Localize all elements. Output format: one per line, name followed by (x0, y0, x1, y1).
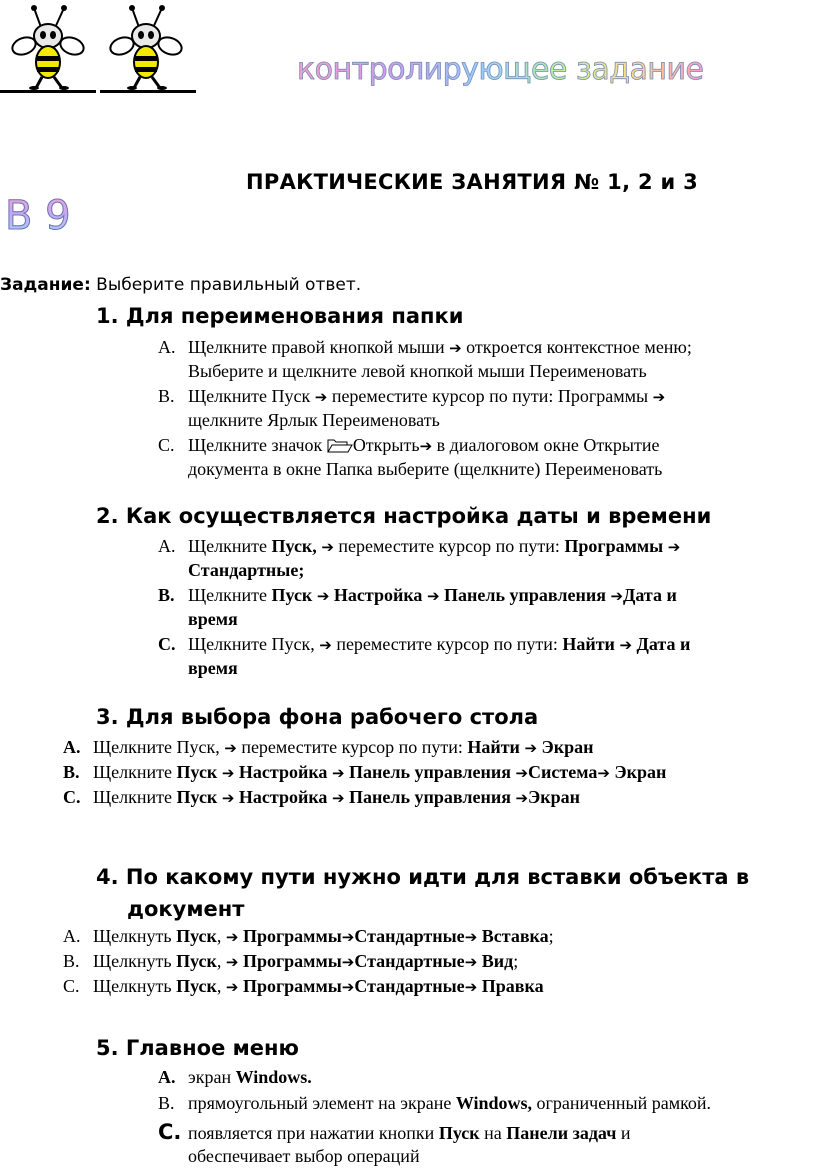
option-b: B. Щелкните Пуск ➔ переместите курсор по пути: Программы ➔ (158, 386, 666, 406)
arrow-right-icon: ➔ (515, 789, 529, 807)
option-c: C. Щелкните значок Открыть➔ в диалоговом окне Открытие (158, 435, 660, 455)
option-c: C. появляется при нажатии кнопки Пуск на Панели задач и (158, 1120, 631, 1144)
question-number: 1. (96, 304, 119, 328)
wordart-heading: контролирующее задание (297, 52, 704, 87)
question-2-heading (96, 504, 711, 528)
question-5-heading (96, 1036, 299, 1060)
question-text: Главное меню (125, 1036, 299, 1060)
bee-icon (104, 2, 194, 92)
question-4-options (63, 925, 813, 999)
task-label: Задание: (0, 275, 91, 295)
question-3-options (63, 736, 813, 810)
question-1-options: A. Щелкните правой кнопкой мыши ➔ откроется контекстное меню; Выберите и щелкните левой кнопкой мыши Переименовать B. Щелкните Пуск ➔ переместите курсор по пути: Программы ➔ щелкните Ярлык Переименовать C. Щелкните значок Открыть➔ в диалоговом окне Открытие документа в окне Папка выберите (щелкните) Переименовать (158, 336, 808, 481)
arrow-right-icon: ➔ (321, 538, 334, 556)
arrow-right-icon: ➔ (225, 978, 239, 996)
question-number: 4. (96, 865, 119, 889)
question-text: Для выбора фона рабочего стола (125, 705, 539, 729)
question-number: 3. (96, 705, 119, 729)
arrow-right-icon: ➔ (319, 636, 332, 654)
arrow-right-icon: ➔ (314, 388, 328, 406)
option-a: A. Щелкнуть Пуск, ➔ Программы➔Стандартные➔ Вставка; (63, 926, 554, 946)
header-underline (100, 90, 196, 93)
question-5-options: A. экран Windows. B. прямоугольный элемент на экране Windows, ограниченный рамкой. C. появляется при нажатии кнопки Пуск на Панели задач и обеспечивает выбор операций (158, 1066, 808, 1168)
question-text: Как осуществляется настройка даты и времени (125, 504, 712, 528)
arrow-right-icon: ➔ (225, 928, 239, 946)
question-number: 5. (96, 1036, 119, 1060)
option-c: C. Щелкните Пуск, ➔ переместите курсор по пути: Найти ➔ Дата и (158, 634, 691, 654)
arrow-right-icon: ➔ (597, 764, 610, 782)
task-instruction (0, 275, 361, 295)
arrow-right-icon: ➔ (449, 339, 462, 357)
option-c: C. Щелкните Пуск ➔ Настройка ➔ Панель управления ➔Экран (63, 787, 580, 807)
task-text: Выберите правильный ответ. (90, 275, 362, 295)
arrow-right-icon: ➔ (419, 437, 433, 455)
arrow-right-icon: ➔ (224, 739, 237, 757)
arrow-right-icon: ➔ (426, 587, 440, 605)
option-b: B. Щелкнуть Пуск, ➔ Программы➔Стандартные➔ Вид; (63, 951, 519, 971)
arrow-right-icon: ➔ (221, 764, 235, 782)
option-a: A. Щелкните Пуск, ➔ переместите курсор по пути: Программы ➔ (158, 536, 681, 556)
variant-label: В 9 (5, 193, 71, 239)
arrow-right-icon: ➔ (610, 587, 624, 605)
option-c: C. Щелкнуть Пуск, ➔ Программы➔Стандартные➔ Правка (63, 976, 544, 996)
question-4-heading: 4. По какому пути нужно идти для вставки объекта в документ (96, 865, 750, 921)
question-2-options: A. Щелкните Пуск, ➔ переместите курсор по пути: Программы ➔ Стандартные; B. Щелкните Пуск ➔ Настройка ➔ Панель управления ➔Дата и время C. Щелкните Пуск, ➔ переместите курсор по пути: Найти ➔ Дата и время (158, 535, 808, 680)
arrow-right-icon: ➔ (341, 978, 355, 996)
arrow-right-icon: ➔ (464, 978, 478, 996)
question-number: 2. (96, 504, 119, 528)
arrow-right-icon: ➔ (667, 538, 681, 556)
arrow-right-icon: ➔ (464, 953, 478, 971)
arrow-right-icon: ➔ (341, 928, 355, 946)
question-text: По какому пути нужно идти для вставки объекта в (125, 865, 750, 889)
arrow-right-icon: ➔ (331, 789, 345, 807)
arrow-right-icon: ➔ (524, 739, 538, 757)
arrow-right-icon: ➔ (341, 953, 355, 971)
question-text: Для переименования папки (125, 304, 464, 328)
arrow-right-icon: ➔ (225, 953, 239, 971)
header-underline (0, 90, 96, 93)
question-1-heading (96, 304, 464, 328)
option-a: A. Щелкните правой кнопкой мыши ➔ откроется контекстное меню; (158, 337, 692, 357)
arrow-right-icon: ➔ (652, 388, 666, 406)
page-title: ПРАКТИЧЕСКИЕ ЗАНЯТИЯ № 1, 2 и 3 (246, 170, 699, 194)
arrow-right-icon: ➔ (515, 764, 529, 782)
arrow-right-icon: ➔ (331, 764, 345, 782)
arrow-right-icon: ➔ (619, 636, 633, 654)
bee-icon (6, 2, 96, 92)
option-b: B. Щелкните Пуск ➔ Настройка ➔ Панель управления ➔Система➔ Экран (63, 762, 667, 782)
arrow-right-icon: ➔ (221, 789, 235, 807)
folder-open-icon (327, 437, 353, 453)
arrow-right-icon: ➔ (464, 928, 478, 946)
option-b: B. Щелкните Пуск ➔ Настройка ➔ Панель управления ➔Дата и (158, 585, 677, 605)
question-3-heading (96, 705, 538, 729)
option-a: A. экран Windows. (158, 1067, 312, 1087)
option-b: B. прямоугольный элемент на экране Windows, ограниченный рамкой. (158, 1093, 712, 1113)
option-a: A. Щелкните Пуск, ➔ переместите курсор по пути: Найти ➔ Экран (63, 737, 594, 757)
arrow-right-icon: ➔ (316, 587, 330, 605)
